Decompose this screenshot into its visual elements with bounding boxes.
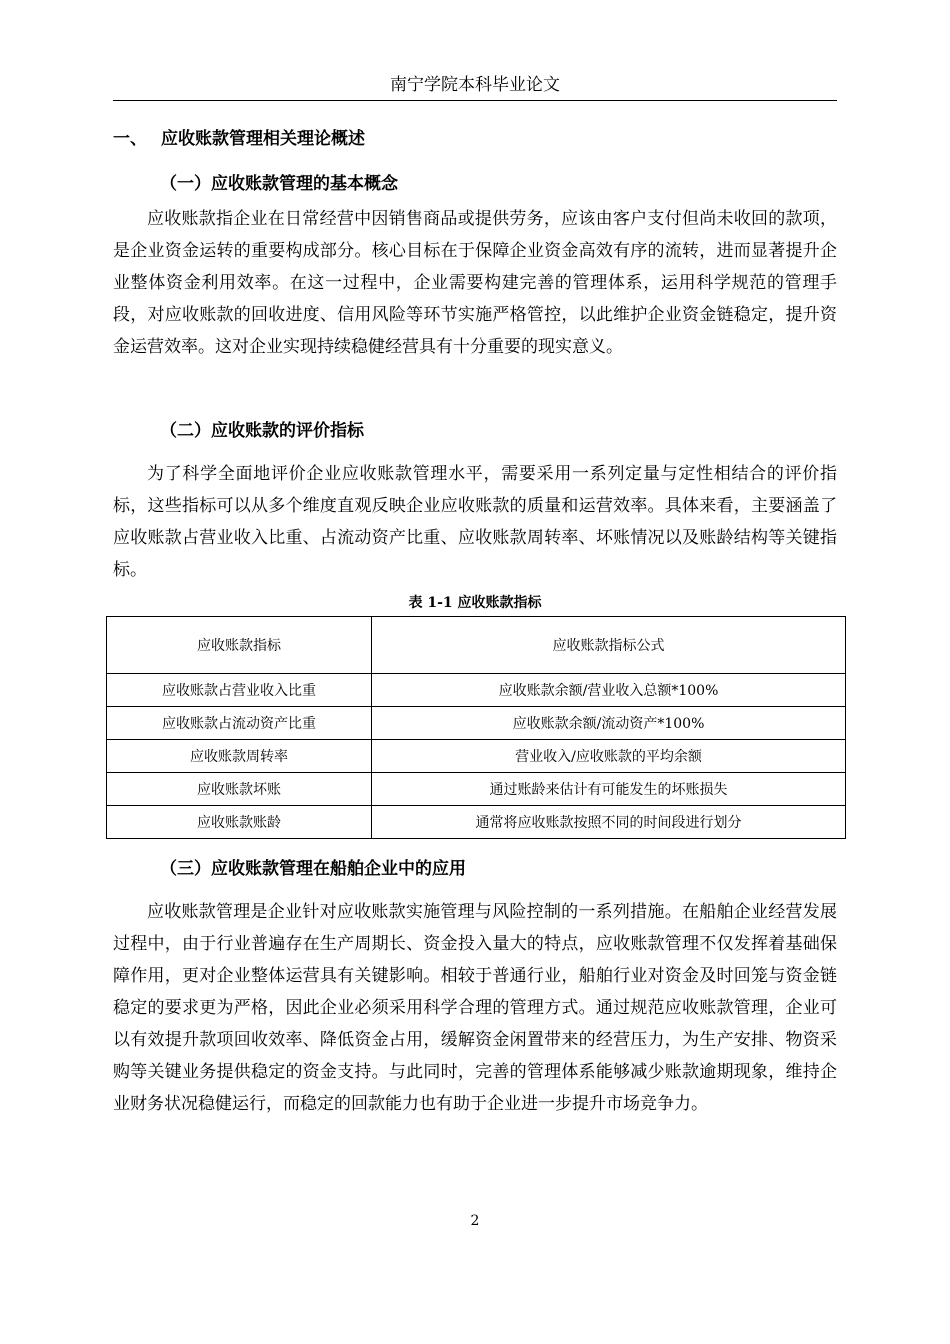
table-cell: 应收账款坏账 <box>107 773 372 806</box>
paragraph-basic-concept: 应收账款指企业在日常经营中因销售商品或提供劳务，应该由客户支付但尚未收回的款项，是企业资金运转的重要构成部分。核心目标在于保障企业资金高效有序的流转，进而显著提升企业整体资金利用效率。在这一过程中，企业需要构建完善的管理体系，运用科学规范的管理手段，对应收账款的回收进度、信用风险等环节实施严格管控，以此维护企业资金链稳定，提升资金运营效率。这对企业实现持续稳健经营具有十分重要的现实意义。 <box>113 209 837 357</box>
subsection-heading-3: （三）应收账款管理在船舶企业中的应用 <box>160 859 466 879</box>
section-title: 应收账款管理相关理论概述 <box>161 129 365 149</box>
table-cell: 通过账龄来估计有可能发生的坏账损失 <box>372 773 846 806</box>
table-cell: 应收账款占流动资产比重 <box>107 707 372 740</box>
table-row <box>107 674 846 707</box>
table-row <box>107 707 846 740</box>
subsection-heading-1: （一）应收账款管理的基本概念 <box>160 174 398 194</box>
table-cell: 应收账款周转率 <box>107 740 372 773</box>
section-number: 一、 <box>113 129 147 149</box>
section-heading <box>113 126 365 152</box>
table-header-row <box>107 617 846 674</box>
table-row <box>107 806 846 839</box>
table-row <box>107 740 846 773</box>
subsection-heading-2: （二）应收账款的评价指标 <box>160 421 364 441</box>
table-cell: 营业收入/应收账款的平均余额 <box>372 740 846 773</box>
table-cell: 应收账款账龄 <box>107 806 372 839</box>
paragraph-ship-enterprise-application: 应收账款管理是企业针对应收账款实施管理与风险控制的一系列措施。在船舶企业经营发展过程中，由于行业普遍存在生产周期长、资金投入量大的特点，应收账款管理不仅发挥着基础保障作用，更对企业整体运营具有关键影响。相较于普通行业，船舶行业对资金及时回笼与资金链稳定的要求更为严格，因此企业必须采用科学合理的管理方式。通过规范应收账款管理，企业可以有效提升款项回收效率、降低资金占用，缓解资金闲置带来的经营压力，为生产安排、物资采购等关键业务提供稳定的资金支持。与此同时，完善的管理体系能够减少账款逾期现象，维持企业财务状况稳健运行，而稳定的回款能力也有助于企业进一步提升市场竞争力。 <box>113 902 837 1114</box>
table-header-cell: 应收账款指标 <box>107 617 372 674</box>
indicator-table <box>106 616 846 839</box>
paragraph-evaluation-indicators: 为了科学全面地评价企业应收账款管理水平，需要采用一系列定量与定性相结合的评价指标，这些指标可以从多个维度直观反映企业应收账款的质量和运营效率。具体来看，主要涵盖了应收账款占营业收入比重、占流动资产比重、应收账款周转率、坏账情况以及账龄结构等关键指标。 <box>113 464 837 580</box>
table-caption: 表 1-1 应收账款指标 <box>408 595 542 611</box>
header-divider <box>113 100 837 101</box>
table-cell: 应收账款余额/营业收入总额*100% <box>372 674 846 707</box>
table-cell: 应收账款余额/流动资产*100% <box>372 707 846 740</box>
page-number: 2 <box>470 1213 480 1229</box>
table-header-cell: 应收账款指标公式 <box>372 617 846 674</box>
table-row <box>107 773 846 806</box>
table-cell: 通常将应收账款按照不同的时间段进行划分 <box>372 806 846 839</box>
table-cell: 应收账款占营业收入比重 <box>107 674 372 707</box>
running-header: 南宁学院本科毕业论文 <box>390 75 560 95</box>
